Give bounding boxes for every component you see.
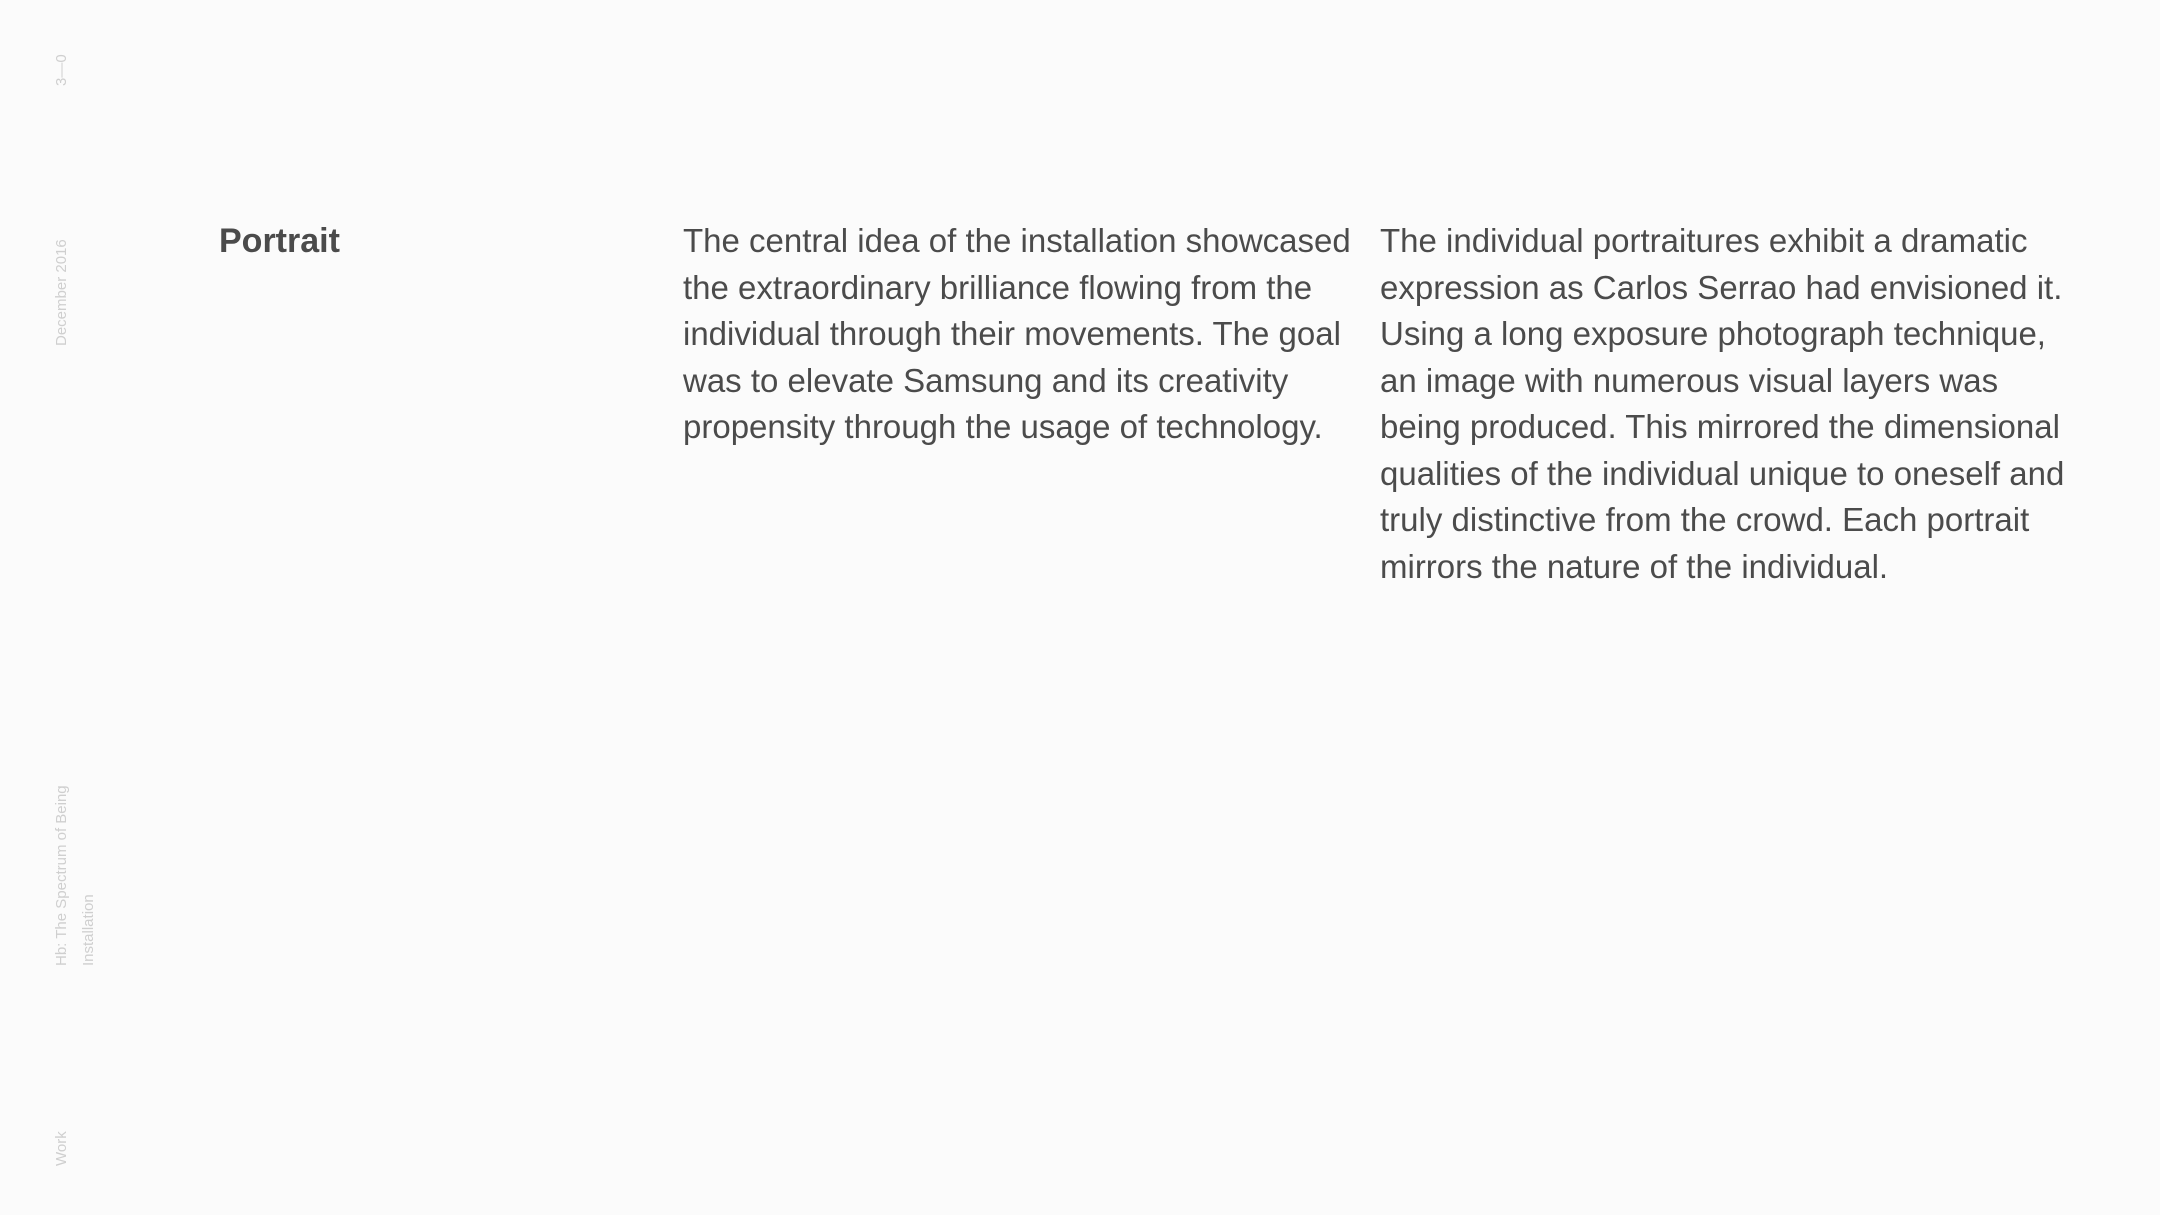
body-text-column-2: The individual portraitures exhibit a dramatic expression as Carlos Serrao had envisioned it. Using a long exposure photograph technique, an image with numerous visual layers was being produced. This mirrored the dimensional qualities of the individual unique to oneself and truly distinctive from the crowd. Each portrait mirrors the nature of the individual.	[1380, 222, 2065, 585]
section-label: Work	[53, 1131, 70, 1166]
body-text-column-1: The central idea of the installation showcased the extraordinary brilliance flowing from the individual through their movements. The goal was to elevate Samsung and its creativity propensity through the usage of technology.	[683, 222, 1351, 445]
project-name: Hb: The Spectrum of Being Installation	[53, 785, 97, 966]
section-title: Portrait	[219, 222, 340, 260]
project-date: December 2016	[53, 239, 70, 346]
page-number: 3—0	[53, 54, 70, 86]
